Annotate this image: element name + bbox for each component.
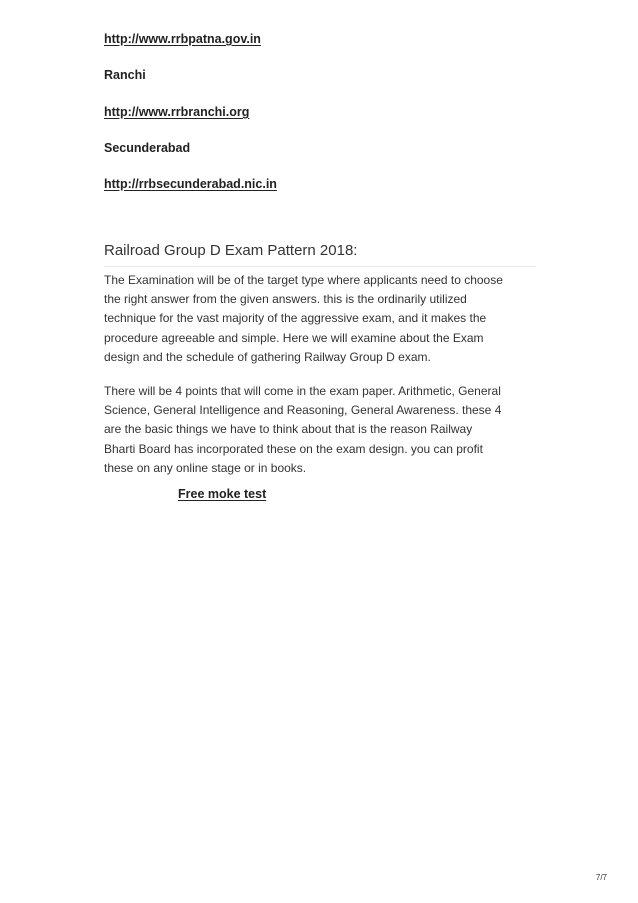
paragraph-line: design and the schedule of gathering Railway Group D exam. — [104, 349, 431, 364]
page-number: 7/7 — [595, 873, 607, 882]
ranchi-label: Ranchi — [104, 68, 146, 82]
paragraph-line: There will be 4 points that will come in the exam paper. Arithmetic, General — [104, 384, 501, 398]
paragraph-line: technique for the vast majority of the aggressive exam, and it makes the — [104, 311, 487, 326]
paragraph-line: The Examination will be of the target type where applicants need to choose — [104, 273, 503, 287]
secunderabad-label: Secunderabad — [104, 141, 191, 155]
paragraph-line: are the basic things we have to think about that is the reason Railway — [104, 422, 473, 437]
paragraph-line: Science, General Intelligence and Reasoning, General Awareness. these 4 — [104, 403, 502, 418]
rrb-ranchi-link[interactable]: http://www.rrbranchi.org — [104, 105, 250, 119]
free-mock-test-link[interactable]: Free moke test — [178, 487, 267, 501]
rrb-patna-link[interactable]: http://www.rrbpatna.gov.in — [104, 32, 261, 46]
paragraph-line: Bharti Board has incorporated these on the exam design. you can profit — [104, 441, 483, 456]
exam-topics-paragraph — [104, 382, 544, 478]
section-heading: Railroad Group D Exam Pattern 2018: — [104, 242, 536, 267]
paragraph-line: the right answer from the given answers. this is the ordinarily utilized — [104, 292, 467, 307]
paragraph-line: procedure agreeable and simple. Here we will examine about the Exam — [104, 330, 484, 345]
rrb-secunderabad-link[interactable]: http://rrbsecunderabad.nic.in — [104, 177, 277, 191]
paragraph-line: these on any online stage or in books. — [104, 460, 307, 475]
exam-description-paragraph — [104, 271, 544, 367]
